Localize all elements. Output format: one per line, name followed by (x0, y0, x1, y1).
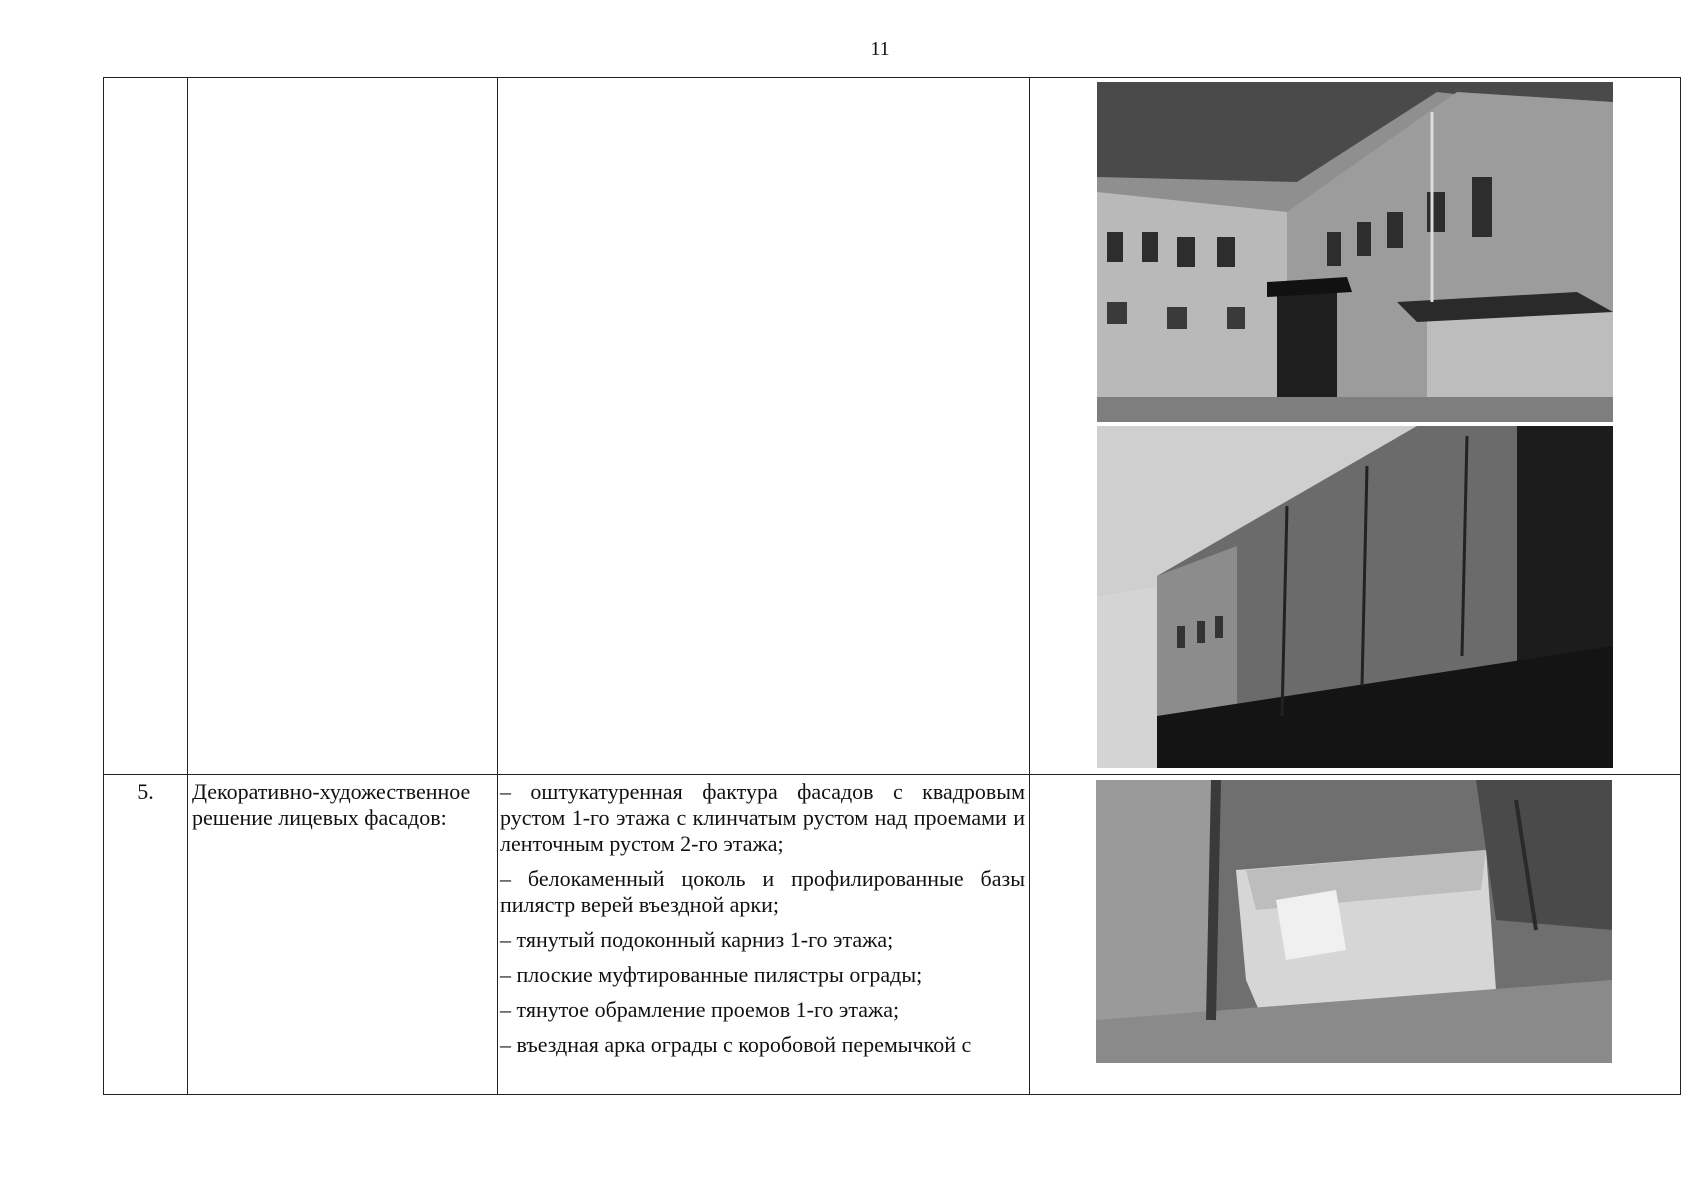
side-wall-photo (1097, 426, 1613, 768)
description-item: – оштукатуренная фактура фасадов с квадровым рустом 1-го этажа с клинчатым рустом над проемами и ленточным рустом 2-го этажа; (500, 778, 1025, 856)
monument-description-table (103, 77, 1681, 1095)
row-photo-cell (1030, 774, 1681, 1094)
description-item: – тянутый подоконный карниз 1-го этажа; (500, 926, 894, 952)
description-item: – плоские муфтированные пилястры ограды; (500, 961, 923, 987)
description-item: – белокаменный цоколь и профилированные базы пилястр верей въездной арки; (500, 865, 1025, 917)
table-row (104, 774, 1681, 1094)
row-name-cell (188, 78, 498, 775)
description-item: – тянутое обрамление проемов 1-го этажа; (500, 996, 900, 1022)
row-description-cell (498, 78, 1030, 775)
row-photo-cell (1030, 78, 1681, 775)
row-description-cell (498, 774, 1030, 1094)
row-number-cell: 5. (104, 774, 188, 1094)
row-number-cell (104, 78, 188, 775)
description-item: – въездная арка ограды с коробовой перемычкой с (500, 1031, 972, 1057)
courtyard-facade-photo (1097, 82, 1613, 422)
table-row (104, 78, 1681, 775)
row-name-cell: Декоративно-художественное решение лицевых фасадов: (188, 774, 498, 1094)
page-number: 11 (870, 38, 890, 60)
pilaster-base-photo (1096, 780, 1612, 1063)
